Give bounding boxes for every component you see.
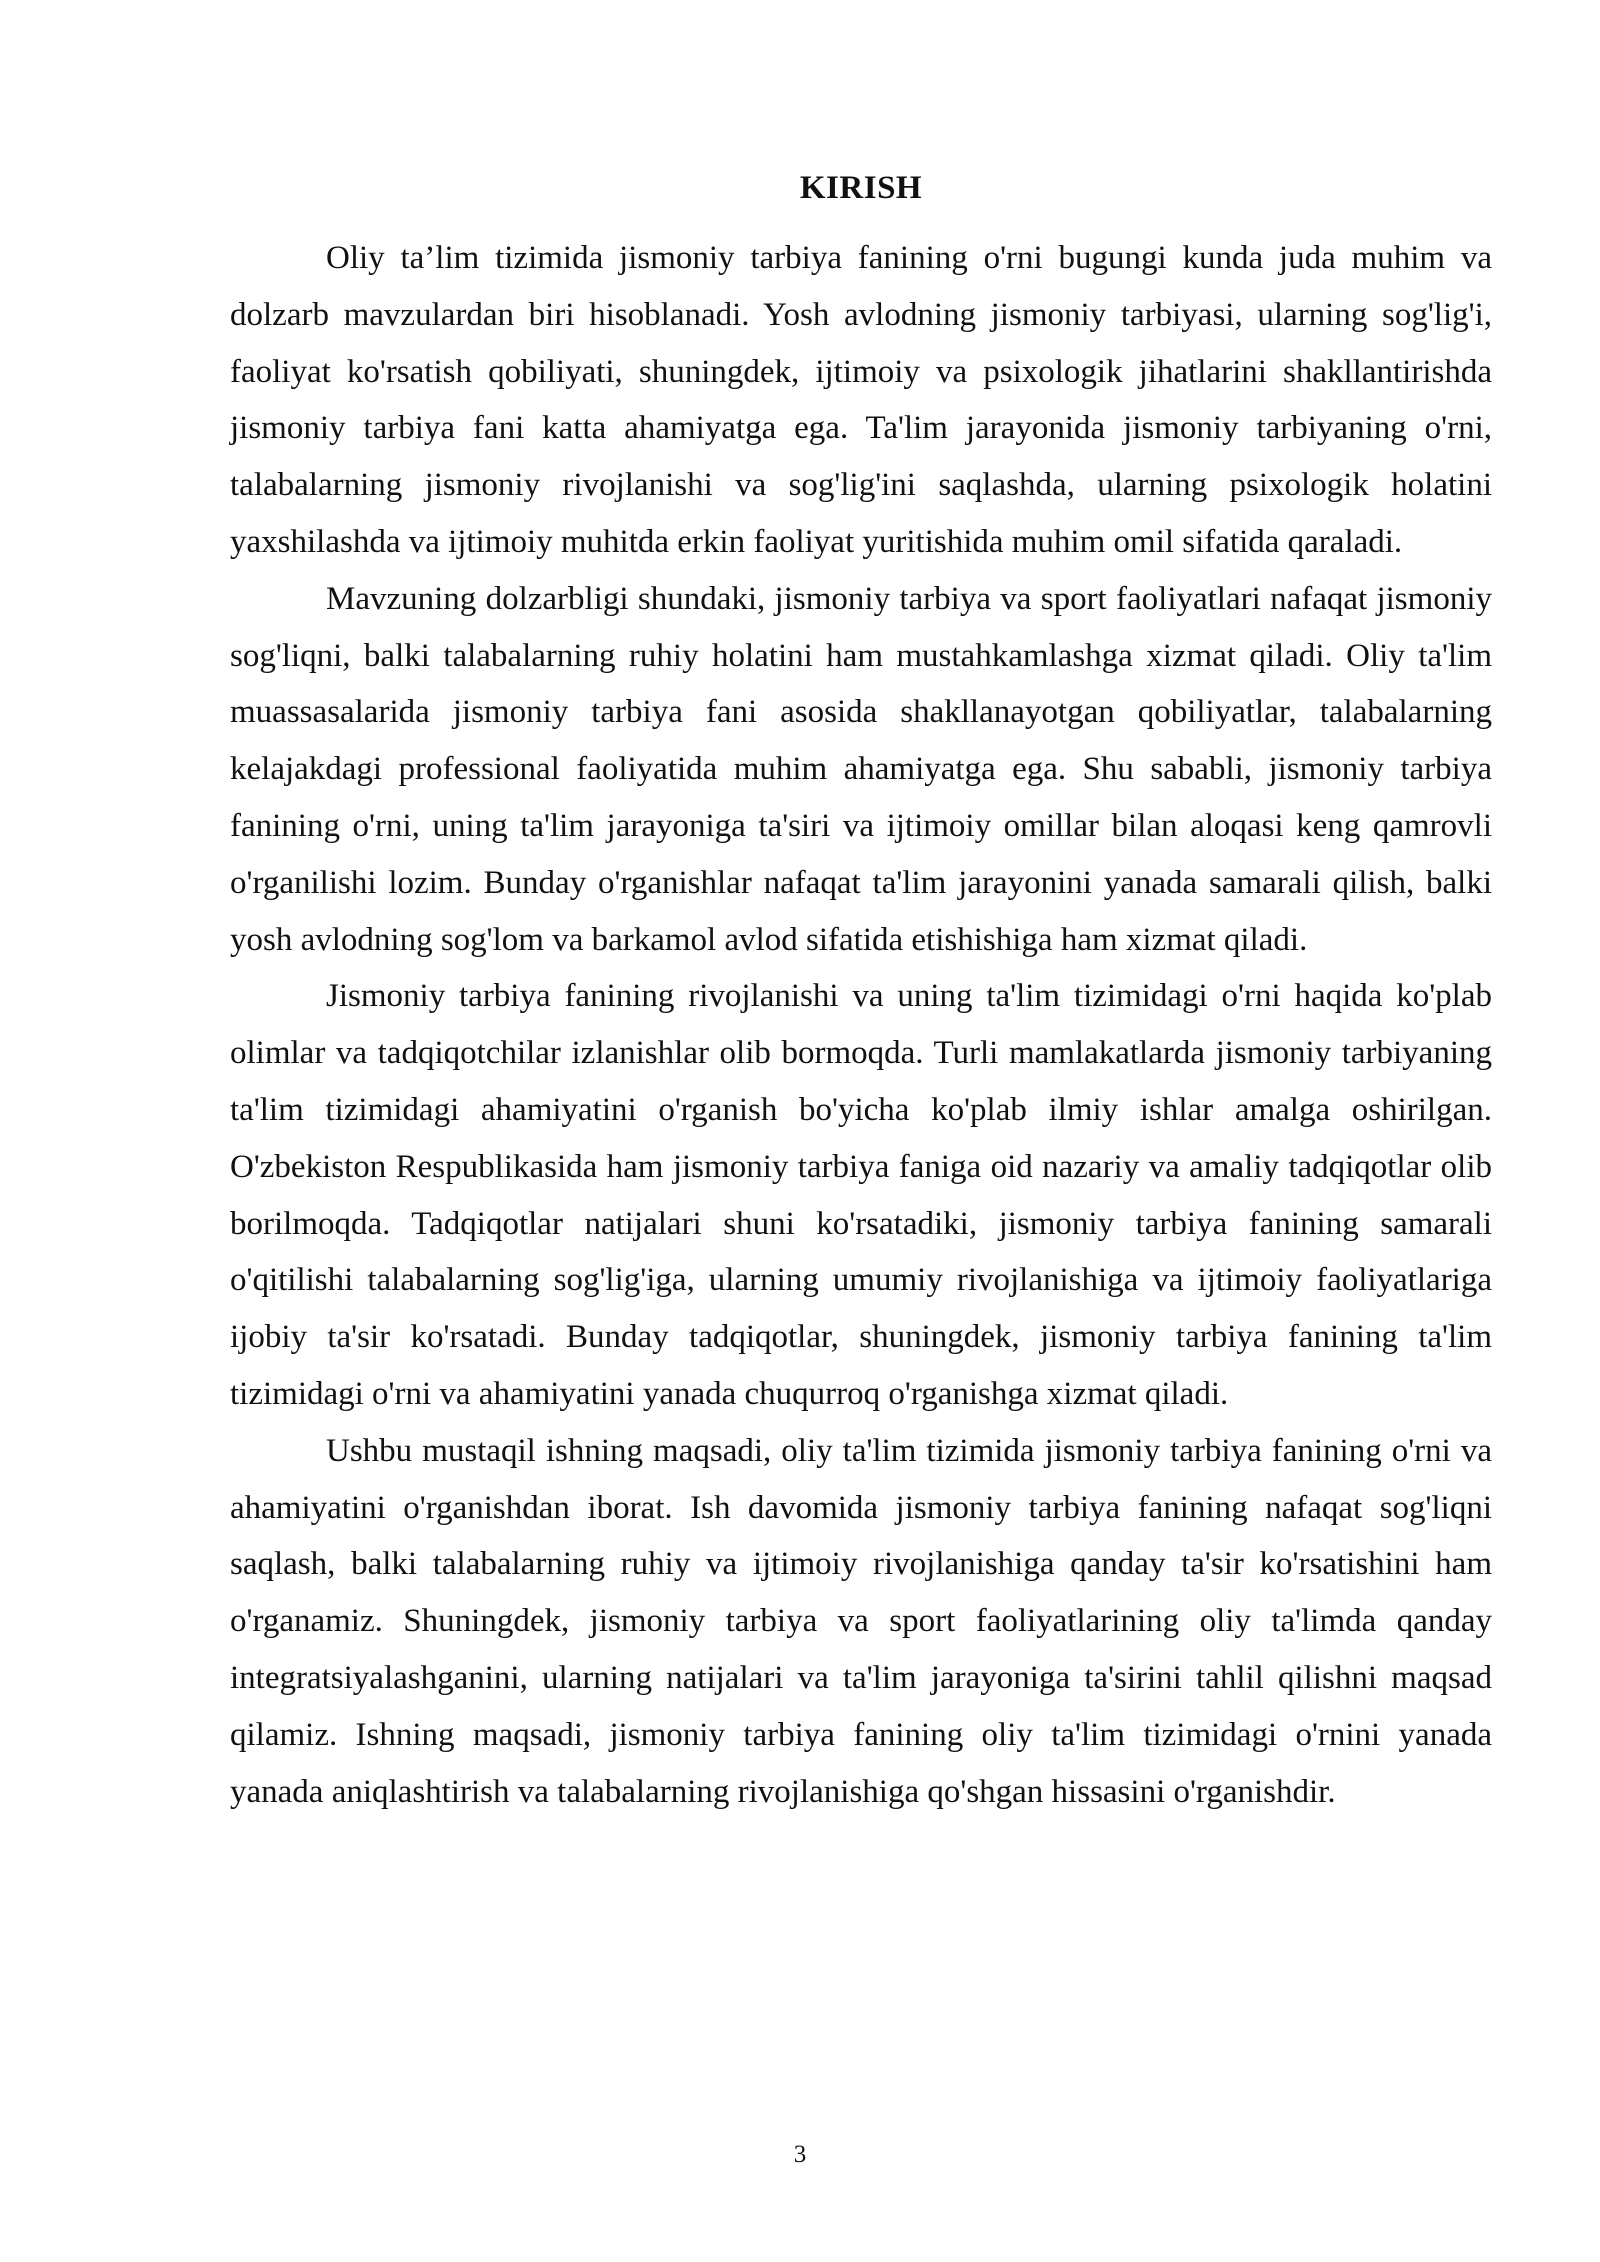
section-title: KIRISH bbox=[799, 170, 923, 206]
paragraph-4: Ushbu mustaqil ishning maqsadi, oliy ta'lim tizimida jismoniy tarbiya fanining o'rni va ahamiyatini o'rganishdan iborat. Ish davomida jismoniy tarbiya fanining nafaqat sog'liqni saqlash, balki talabalarning ruhiy va ijtimoiy rivojlanishiga qanday ta'sir ko'rsatishini ham o'rganamiz. Shuningdek, jismoniy tarbiya va sport faoliyatlarining oliy ta'limda qanday integratsiyalashganini, ularning natijalari va ta'lim jarayoniga ta'sirini tahlil qilishni maqsad qilamiz. Ishning maqsadi, jismoniy tarbiya fanining oliy ta'lim tizimidagi o'rnini yanada yanada aniqlashtirish va talabalarning rivojlanishiga qo'shgan hissasini o'rganishdir. bbox=[230, 1432, 1492, 1810]
paragraph-2: Mavzuning dolzarbligi shundaki, jismoniy tarbiya va sport faoliyatlari nafaqat jismoniy sog'liqni, balki talabalarning ruhiy holatini ham mustahkamlashga xizmat qiladi. Oliy ta'lim muassasalarida jismoniy tarbiya fani asosida shakllanayotgan qobiliyatlar, talabalarning kelajakdagi professional faoliyatida muhim ahamiyatga ega. Shu sababli, jismoniy tarbiya fanining o'rni, uning ta'lim jarayoniga ta'siri va ijtimoiy omillar bilan aloqasi keng qamrovli o'rganilishi lozim. Bunday o'rganishlar nafaqat ta'lim jarayonini yanada samarali qilish, balki yosh avlodning sog'lom va barkamol avlod sifatida etishishiga ham xizmat qiladi. bbox=[230, 580, 1492, 958]
page-number: 3 bbox=[793, 2141, 807, 2168]
page-content bbox=[230, 160, 1492, 1820]
paragraph-1: Oliy ta’lim tizimida jismoniy tarbiya fanining o'rni bugungi kunda juda muhim va dolzarb mavzulardan biri hisoblanadi. Yosh avlodning jismoniy tarbiyasi, ularning sog'lig'i, faoliyat ko'rsatish qobiliyati, shuningdek, ijtimoiy va psixologik jihatlarini shakllantirishda jismoniy tarbiya fani katta ahamiyatga ega. Ta'lim jarayonida jismoniy tarbiyaning o'rni, talabalarning jismoniy rivojlanishi va sog'lig'ini saqlashda, ularning psixologik holatini yaxshilashda va ijtimoiy muhitda erkin faoliyat yuritishida muhim omil sifatida qaraladi. bbox=[230, 240, 1492, 560]
paragraph-3: Jismoniy tarbiya fanining rivojlanishi va uning ta'lim tizimidagi o'rni haqida ko'plab olimlar va tadqiqotchilar izlanishlar olib bormoqda. Turli mamlakatlarda jismoniy tarbiyaning ta'lim tizimidagi ahamiyatini o'rganish bo'yicha ko'plab ilmiy ishlar amalga oshirilgan. O'zbekiston Respublikasida ham jismoniy tarbiya faniga oid nazariy va amaliy tadqiqotlar olib borilmoqda. Tadqiqotlar natijalari shuni ko'rsatadiki, jismoniy tarbiya fanining samarali o'qitilishi talabalarning sog'lig'iga, ularning umumiy rivojlanishiga va ijtimoiy faoliyatlariga ijobiy ta'sir ko'rsatadi. Bunday tadqiqotlar, shuningdek, jismoniy tarbiya fanining ta'lim tizimidagi o'rni va ahamiyatini yanada chuqurroq o'rganishga xizmat qiladi. bbox=[230, 978, 1492, 1412]
